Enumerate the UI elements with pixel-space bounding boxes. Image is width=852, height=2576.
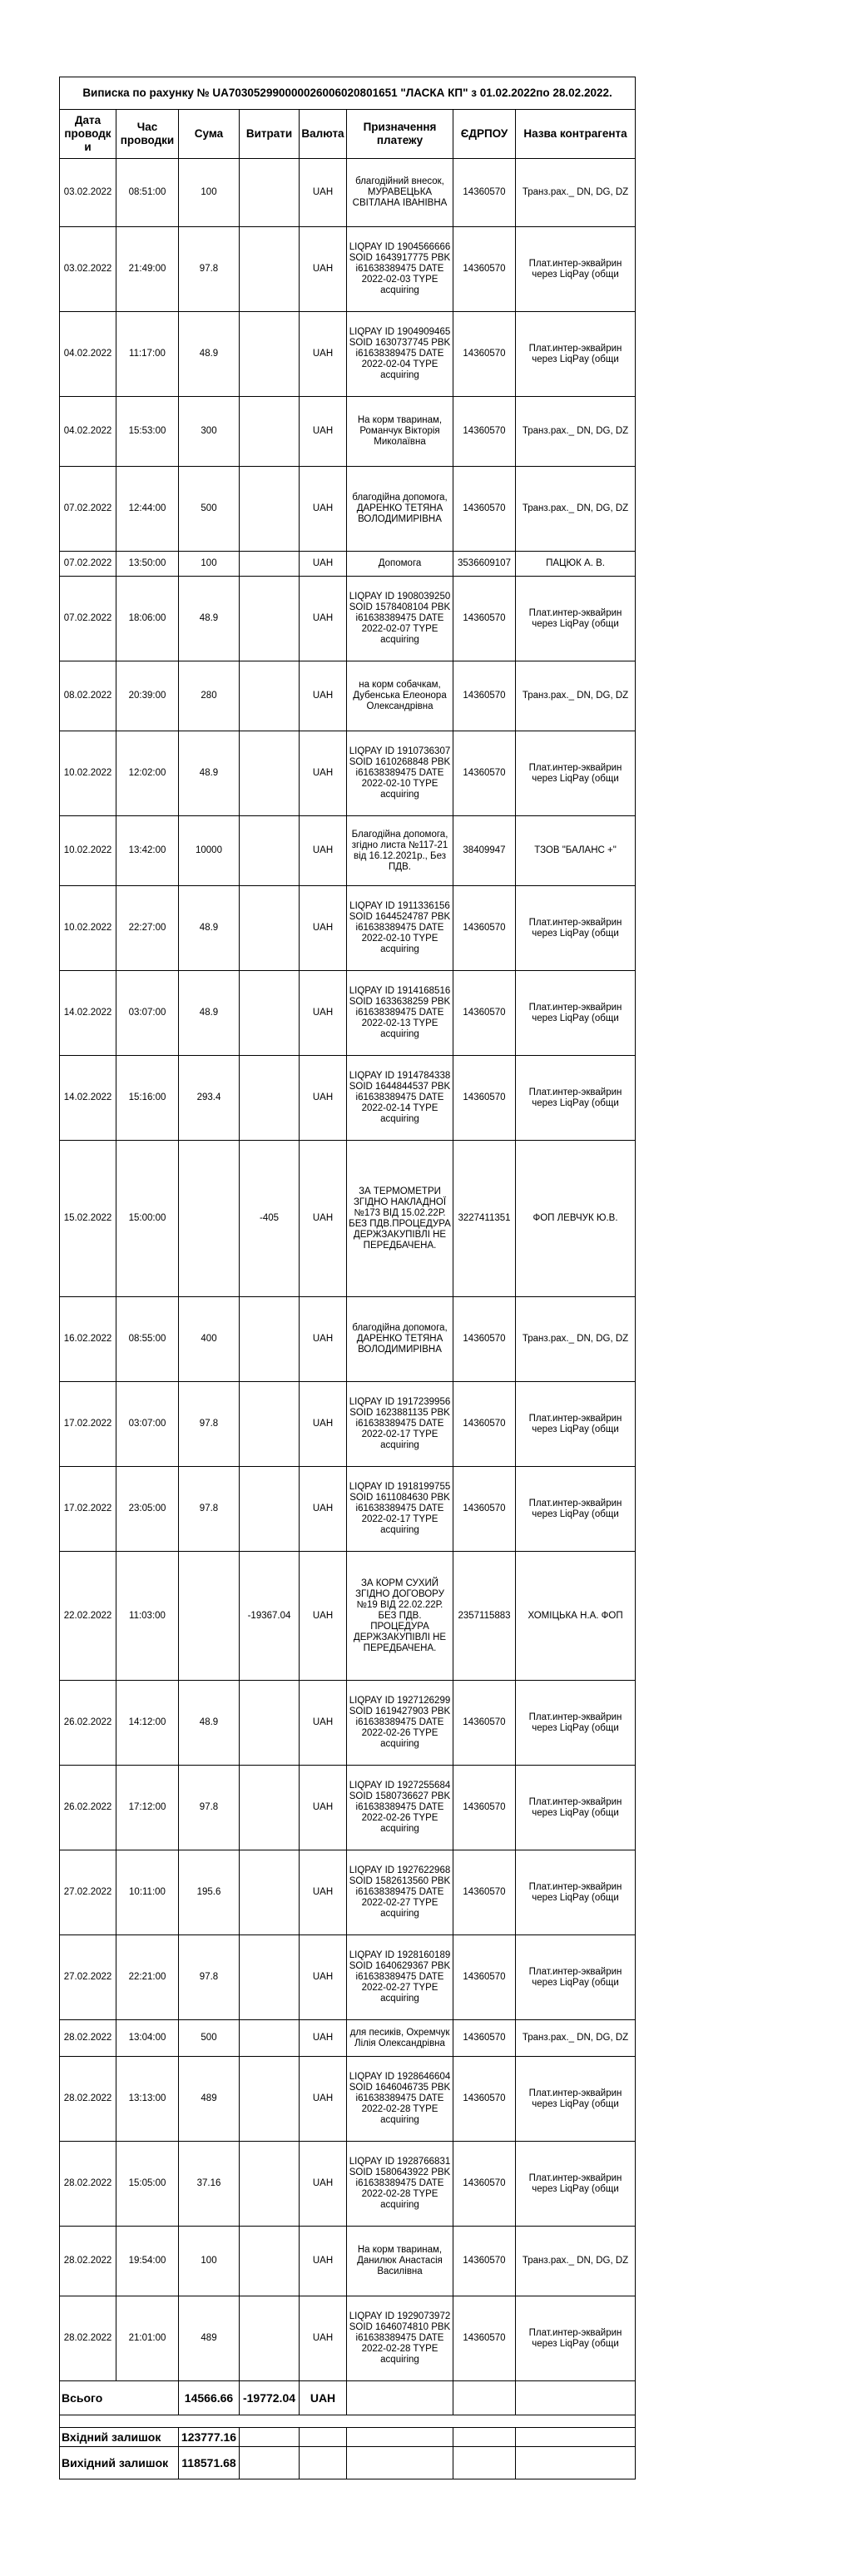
table-row [60, 1935, 636, 2020]
table-row [60, 1850, 636, 1935]
cell-date: 15.02.2022 [60, 1141, 116, 1297]
cell-purpose: LIQPAY ID 1908039250 SOID 1578408104 PBK i6163838947​5 DATE 2022-02-07 TYPE acquiring [347, 577, 453, 661]
cell-counterparty: Плат.интер-эквайрин через LiqPay (общи [516, 1850, 636, 1935]
totals-row [60, 2381, 636, 2415]
cell-sum [179, 1141, 240, 1297]
cell-currency: UAH [300, 2057, 347, 2142]
cell-currency: UAH [300, 1935, 347, 2020]
cell-purpose: LIQPAY ID 1918199755 SOID 1611084630 PBK i6163838947​5 DATE 2022-02-17 TYPE acquiring [347, 1467, 453, 1552]
cell-currency: UAH [300, 1681, 347, 1766]
cell-edrpou: 14360570 [453, 1467, 516, 1552]
cell-edrpou: 2357115883 [453, 1552, 516, 1681]
cell-expense [240, 1467, 300, 1552]
cell-edrpou: 14360570 [453, 661, 516, 731]
cell-purpose: LIQPAY ID 1927255684 SOID 1580736627 PBK i6163838947​5 DATE 2022-02-26 TYPE acquiring [347, 1766, 453, 1850]
cell-time: 10:11:00 [116, 1850, 179, 1935]
cell-time: 13:13:00 [116, 2057, 179, 2142]
cell-edrpou: 14360570 [453, 1935, 516, 2020]
table-row [60, 1382, 636, 1467]
totals-expense: -19772.04 [240, 2381, 300, 2415]
cell-time: 03:07:00 [116, 971, 179, 1056]
cell-sum: 10000 [179, 816, 240, 886]
cell-time: 15:00:00 [116, 1141, 179, 1297]
cell-expense [240, 1297, 300, 1382]
cell-time: 20:39:00 [116, 661, 179, 731]
cell-sum: 100 [179, 2227, 240, 2296]
cell-purpose: LIQPAY ID 1911336156 SOID 1644524787 PBK i6163838947​5 DATE 2022-02-10 TYPE acquiring [347, 886, 453, 971]
cell-purpose: для песиків, Охремчук Лілія Олександрівна [347, 2020, 453, 2057]
totals-label: Всього [60, 2381, 179, 2415]
cell-counterparty: Плат.интер-эквайрин через LiqPay (общи [516, 1056, 636, 1141]
cell-expense [240, 2020, 300, 2057]
table-row [60, 886, 636, 971]
closing-balance-value: 118571.68 [179, 2447, 240, 2479]
cell-edrpou: 14360570 [453, 577, 516, 661]
cell-edrpou: 14360570 [453, 2227, 516, 2296]
cell-currency: UAH [300, 1297, 347, 1382]
cell-edrpou: 14360570 [453, 1382, 516, 1467]
cell-currency: UAH [300, 661, 347, 731]
cell-time: 13:50:00 [116, 552, 179, 577]
cell-sum: 48.9 [179, 577, 240, 661]
cell-purpose: благодійна допомога, ДАРЕНКО ТЕТЯНА ВОЛОДИМИРІВНА [347, 467, 453, 552]
header-row [60, 110, 636, 159]
cell-counterparty: Плат.интер-эквайрин через LiqPay (общи [516, 731, 636, 816]
cell-expense [240, 1382, 300, 1467]
cell-date: 26.02.2022 [60, 1681, 116, 1766]
cell-date: 04.02.2022 [60, 312, 116, 397]
cell-expense [240, 886, 300, 971]
cell-currency: UAH [300, 1141, 347, 1297]
closing-balance-label: Вихідний залишок [60, 2447, 179, 2479]
opening-balance-label: Вхідний залишок [60, 2428, 179, 2447]
cell-currency: UAH [300, 552, 347, 577]
table-row [60, 1141, 636, 1297]
cell-sum: 195.6 [179, 1850, 240, 1935]
cell-edrpou: 14360570 [453, 1766, 516, 1850]
cell-sum: 48.9 [179, 312, 240, 397]
cell-edrpou: 14360570 [453, 1850, 516, 1935]
cell-counterparty: Плат.интер-эквайрин через LiqPay (общи [516, 1467, 636, 1552]
table-row [60, 1056, 636, 1141]
cell-time: 15:53:00 [116, 397, 179, 467]
cell-counterparty: Транз.рах._ DN, DG, DZ [516, 2020, 636, 2057]
col-header-expense: Витрати [240, 110, 300, 159]
cell-counterparty: Транз.рах._ DN, DG, DZ [516, 467, 636, 552]
cell-currency: UAH [300, 1766, 347, 1850]
cell-purpose: Благодійна допомога, згідно листа №117-21 від 16.12.2021р., Без ПДВ. [347, 816, 453, 886]
cell-counterparty: Плат.интер-эквайрин через LiqPay (общи [516, 2296, 636, 2381]
cell-time: 12:02:00 [116, 731, 179, 816]
cell-date: 10.02.2022 [60, 886, 116, 971]
opening-balance-value: 123777.16 [179, 2428, 240, 2447]
cell-time: 21:01:00 [116, 2296, 179, 2381]
cell-time: 22:21:00 [116, 1935, 179, 2020]
cell-currency: UAH [300, 577, 347, 661]
cell-purpose: на корм собачкам, Дубенська Елеонора Олександрівна [347, 661, 453, 731]
cell-expense [240, 816, 300, 886]
table-row [60, 397, 636, 467]
cell-sum: 97.8 [179, 227, 240, 312]
cell-time: 11:03:00 [116, 1552, 179, 1681]
cell-counterparty: Транз.рах._ DN, DG, DZ [516, 159, 636, 227]
cell-time: 22:27:00 [116, 886, 179, 971]
cell-date: 27.02.2022 [60, 1850, 116, 1935]
cell-sum: 48.9 [179, 1681, 240, 1766]
cell-expense [240, 661, 300, 731]
cell-date: 04.02.2022 [60, 397, 116, 467]
cell-purpose: LIQPAY ID 1928646604 SOID 1646046735 PBK i6163838947​5 DATE 2022-02-28 TYPE acquiring [347, 2057, 453, 2142]
cell-date: 28.02.2022 [60, 2020, 116, 2057]
cell-time: 18:06:00 [116, 577, 179, 661]
cell-sum: 500 [179, 467, 240, 552]
cell-expense [240, 467, 300, 552]
cell-edrpou: 14360570 [453, 227, 516, 312]
cell-edrpou: 14360570 [453, 312, 516, 397]
cell-edrpou: 14360570 [453, 2142, 516, 2227]
cell-expense [240, 2057, 300, 2142]
cell-expense [240, 397, 300, 467]
cell-time: 17:12:00 [116, 1766, 179, 1850]
cell-time: 08:51:00 [116, 159, 179, 227]
cell-purpose: На корм тваринам, Романчук Вікторія Миколаївна [347, 397, 453, 467]
cell-purpose: LIQPAY ID 1929073972 SOID 1646074810 PBK i6163838947​5 DATE 2022-02-28 TYPE acquiring [347, 2296, 453, 2381]
statement-title: Виписка по рахунку № UA703052990000026006020801651 "ЛАСКА КП" з 01.02.2022по 28.02.2022. [60, 77, 636, 110]
cell-counterparty: Плат.интер-эквайрин через LiqPay (общи [516, 1382, 636, 1467]
cell-edrpou: 14360570 [453, 1056, 516, 1141]
cell-expense [240, 971, 300, 1056]
table-row [60, 159, 636, 227]
cell-sum [179, 1552, 240, 1681]
table-row [60, 2142, 636, 2227]
cell-counterparty: Транз.рах._ DN, DG, DZ [516, 397, 636, 467]
table-row [60, 2057, 636, 2142]
cell-purpose: LIQPAY ID 1927622968 SOID 1582613560 PBK i6163838947​5 DATE 2022-02-27 TYPE acquiring [347, 1850, 453, 1935]
cell-counterparty: ХОМІЦЬКА Н.А. ФОП [516, 1552, 636, 1681]
cell-time: 15:16:00 [116, 1056, 179, 1141]
cell-expense [240, 2227, 300, 2296]
table-row [60, 1681, 636, 1766]
cell-expense [240, 552, 300, 577]
totals-sum: 14566.66 [179, 2381, 240, 2415]
cell-expense [240, 2142, 300, 2227]
table-row [60, 577, 636, 661]
col-header-edrpou: ЄДРПОУ [453, 110, 516, 159]
table-row [60, 467, 636, 552]
cell-date: 28.02.2022 [60, 2057, 116, 2142]
cell-currency: UAH [300, 1382, 347, 1467]
cell-sum: 97.8 [179, 1382, 240, 1467]
cell-currency: UAH [300, 1552, 347, 1681]
cell-date: 07.02.2022 [60, 467, 116, 552]
cell-purpose: На корм тваринам, Данилюк Анастасія Василівна [347, 2227, 453, 2296]
cell-purpose: LIQPAY ID 1927126299 SOID 1619427903 PBK i6163838947​5 DATE 2022-02-26 TYPE acquiring [347, 1681, 453, 1766]
cell-sum: 37.16 [179, 2142, 240, 2227]
table-row [60, 1297, 636, 1382]
cell-currency: UAH [300, 2227, 347, 2296]
col-header-purpose: Призначення платежу [347, 110, 453, 159]
totals-currency: UAH [300, 2381, 347, 2415]
cell-time: 03:07:00 [116, 1382, 179, 1467]
col-header-currency: Валюта [300, 110, 347, 159]
cell-currency: UAH [300, 731, 347, 816]
cell-purpose: ЗА ТЕРМОМЕТРИ ЗГІДНО НАКЛАДНОЇ №173 ВІД 15.02.22Р. БЕЗ ПДВ.ПРОЦЕДУРА ДЕРЖЗАКУПІВЛІ НЕ ПЕРЕДБАЧЕНА. [347, 1141, 453, 1297]
cell-edrpou: 14360570 [453, 397, 516, 467]
cell-sum: 100 [179, 552, 240, 577]
table-row [60, 227, 636, 312]
cell-purpose: LIQPAY ID 1928160189 SOID 1640629367 PBK i6163838947​5 DATE 2022-02-27 TYPE acquiring [347, 1935, 453, 2020]
cell-sum: 293.4 [179, 1056, 240, 1141]
cell-purpose: LIQPAY ID 1928766831 SOID 1580643922 PBK i6163838947​5 DATE 2022-02-28 TYPE acquiring [347, 2142, 453, 2227]
table-row [60, 1552, 636, 1681]
cell-edrpou: 14360570 [453, 1297, 516, 1382]
cell-time: 23:05:00 [116, 1467, 179, 1552]
table-row [60, 552, 636, 577]
cell-date: 14.02.2022 [60, 1056, 116, 1141]
cell-purpose: LIQPAY ID 1914168516 SOID 1633638259 PBK i6163838947​5 DATE 2022-02-13 TYPE acquiring [347, 971, 453, 1056]
cell-sum: 48.9 [179, 731, 240, 816]
cell-time: 08:55:00 [116, 1297, 179, 1382]
cell-currency: UAH [300, 886, 347, 971]
cell-currency: UAH [300, 2296, 347, 2381]
cell-sum: 280 [179, 661, 240, 731]
cell-expense [240, 1766, 300, 1850]
cell-date: 28.02.2022 [60, 2142, 116, 2227]
cell-currency: UAH [300, 227, 347, 312]
cell-counterparty: Транз.рах._ DN, DG, DZ [516, 1297, 636, 1382]
cell-expense [240, 1681, 300, 1766]
cell-currency: UAH [300, 1056, 347, 1141]
cell-sum: 500 [179, 2020, 240, 2057]
cell-expense [240, 227, 300, 312]
col-header-date: Дата проводки [60, 110, 116, 159]
spacer-row [60, 2415, 636, 2428]
cell-edrpou: 14360570 [453, 2020, 516, 2057]
cell-counterparty: Плат.интер-эквайрин через LiqPay (общи [516, 312, 636, 397]
cell-currency: UAH [300, 397, 347, 467]
cell-time: 19:54:00 [116, 2227, 179, 2296]
cell-currency: UAH [300, 312, 347, 397]
cell-date: 17.02.2022 [60, 1467, 116, 1552]
cell-sum: 100 [179, 159, 240, 227]
cell-time: 21:49:00 [116, 227, 179, 312]
cell-sum: 489 [179, 2057, 240, 2142]
table-row [60, 1766, 636, 1850]
cell-date: 10.02.2022 [60, 731, 116, 816]
cell-time: 12:44:00 [116, 467, 179, 552]
cell-expense [240, 1850, 300, 1935]
cell-date: 03.02.2022 [60, 227, 116, 312]
cell-date: 16.02.2022 [60, 1297, 116, 1382]
table-row [60, 2020, 636, 2057]
cell-edrpou: 3227411351 [453, 1141, 516, 1297]
cell-sum: 400 [179, 1297, 240, 1382]
cell-counterparty: ТЗОВ "БАЛАНС +" [516, 816, 636, 886]
cell-edrpou: 14360570 [453, 1681, 516, 1766]
table-row [60, 2227, 636, 2296]
cell-date: 17.02.2022 [60, 1382, 116, 1467]
cell-edrpou: 14360570 [453, 467, 516, 552]
cell-expense [240, 159, 300, 227]
cell-counterparty: Плат.интер-эквайрин через LiqPay (общи [516, 886, 636, 971]
cell-date: 10.02.2022 [60, 816, 116, 886]
cell-sum: 489 [179, 2296, 240, 2381]
cell-edrpou: 14360570 [453, 886, 516, 971]
cell-expense: -405 [240, 1141, 300, 1297]
table-row [60, 661, 636, 731]
cell-purpose: LIQPAY ID 1914784338 SOID 1644844537 PBK i6163838947​5 DATE 2022-02-14 TYPE acquiring [347, 1056, 453, 1141]
cell-currency: UAH [300, 971, 347, 1056]
cell-time: 14:12:00 [116, 1681, 179, 1766]
cell-currency: UAH [300, 2020, 347, 2057]
cell-counterparty: Плат.интер-эквайрин через LiqPay (общи [516, 577, 636, 661]
cell-date: 07.02.2022 [60, 577, 116, 661]
cell-purpose: благодійна допомога, ДАРЕНКО ТЕТЯНА ВОЛОДИМИРІВНА [347, 1297, 453, 1382]
cell-date: 07.02.2022 [60, 552, 116, 577]
closing-balance-row [60, 2447, 636, 2479]
cell-edrpou: 14360570 [453, 731, 516, 816]
cell-date: 22.02.2022 [60, 1552, 116, 1681]
cell-sum: 97.8 [179, 1766, 240, 1850]
cell-counterparty: Плат.интер-эквайрин через LiqPay (общи [516, 1935, 636, 2020]
cell-purpose: LIQPAY ID 1904909465 SOID 1630737745 PBK i6163838947​5 DATE 2022-02-04 TYPE acquiring [347, 312, 453, 397]
cell-currency: UAH [300, 816, 347, 886]
table-row [60, 971, 636, 1056]
col-header-time: Час проводки [116, 110, 179, 159]
cell-counterparty: ФОП ЛЕВЧУК Ю.В. [516, 1141, 636, 1297]
cell-currency: UAH [300, 1467, 347, 1552]
cell-date: 08.02.2022 [60, 661, 116, 731]
cell-date: 28.02.2022 [60, 2296, 116, 2381]
col-header-counterparty: Назва контрагента [516, 110, 636, 159]
cell-counterparty: Плат.интер-эквайрин через LiqPay (общи [516, 2142, 636, 2227]
cell-expense: -19367.04 [240, 1552, 300, 1681]
cell-counterparty: Транз.рах._ DN, DG, DZ [516, 2227, 636, 2296]
cell-date: 27.02.2022 [60, 1935, 116, 2020]
cell-edrpou: 14360570 [453, 971, 516, 1056]
cell-currency: UAH [300, 1850, 347, 1935]
cell-time: 15:05:00 [116, 2142, 179, 2227]
cell-counterparty: Плат.интер-эквайрин через LiqPay (общи [516, 1681, 636, 1766]
cell-currency: UAH [300, 159, 347, 227]
cell-time: 13:42:00 [116, 816, 179, 886]
cell-sum: 97.8 [179, 1935, 240, 2020]
cell-date: 03.02.2022 [60, 159, 116, 227]
cell-counterparty: Транз.рах._ DN, DG, DZ [516, 661, 636, 731]
cell-currency: UAH [300, 467, 347, 552]
cell-edrpou: 38409947 [453, 816, 516, 886]
cell-date: 14.02.2022 [60, 971, 116, 1056]
table-row [60, 1467, 636, 1552]
cell-sum: 48.9 [179, 886, 240, 971]
cell-purpose: Допомога [347, 552, 453, 577]
statement-sheet [59, 77, 635, 2479]
table-row [60, 312, 636, 397]
cell-sum: 48.9 [179, 971, 240, 1056]
statement-table [59, 77, 636, 2479]
cell-purpose: ЗА КОРМ СУХИЙ ЗГІДНО ДОГОВОРУ №19 ВІД 22.02.22Р. БЕЗ ПДВ. ПРОЦЕДУРА ДЕРЖЗАКУПІВЛІ НЕ ПЕРЕДБАЧЕНА. [347, 1552, 453, 1681]
cell-counterparty: Плат.интер-эквайрин через LiqPay (общи [516, 227, 636, 312]
table-row [60, 2296, 636, 2381]
cell-date: 26.02.2022 [60, 1766, 116, 1850]
cell-currency: UAH [300, 2142, 347, 2227]
table-row [60, 731, 636, 816]
cell-edrpou: 14360570 [453, 2296, 516, 2381]
cell-expense [240, 1935, 300, 2020]
cell-counterparty: ПАЦЮК А. В. [516, 552, 636, 577]
cell-counterparty: Плат.интер-эквайрин через LiqPay (общи [516, 971, 636, 1056]
cell-expense [240, 731, 300, 816]
cell-counterparty: Плат.интер-эквайрин через LiqPay (общи [516, 1766, 636, 1850]
cell-edrpou: 3536609107 [453, 552, 516, 577]
cell-expense [240, 1056, 300, 1141]
opening-balance-row [60, 2428, 636, 2447]
cell-expense [240, 2296, 300, 2381]
cell-date: 28.02.2022 [60, 2227, 116, 2296]
cell-expense [240, 577, 300, 661]
cell-edrpou: 14360570 [453, 2057, 516, 2142]
cell-purpose: LIQPAY ID 1904566666 SOID 1643917775 PBK i6163838947​5 DATE 2022-02-03 TYPE acquiring [347, 227, 453, 312]
cell-counterparty: Плат.интер-эквайрин через LiqPay (общи [516, 2057, 636, 2142]
table-row [60, 816, 636, 886]
cell-sum: 97.8 [179, 1467, 240, 1552]
cell-time: 11:17:00 [116, 312, 179, 397]
cell-purpose: благодійний внесок, МУРАВЕЦЬКА СВІТЛАНА ІВАНІВНА [347, 159, 453, 227]
cell-expense [240, 312, 300, 397]
cell-sum: 300 [179, 397, 240, 467]
cell-edrpou: 14360570 [453, 159, 516, 227]
cell-purpose: LIQPAY ID 1917239956 SOID 1623881135 PBK i6163838947​5 DATE 2022-02-17 TYPE acquiring [347, 1382, 453, 1467]
cell-time: 13:04:00 [116, 2020, 179, 2057]
cell-purpose: LIQPAY ID 1910736307 SOID 1610268848 PBK i6163838947​5 DATE 2022-02-10 TYPE acquiring [347, 731, 453, 816]
col-header-sum: Сума [179, 110, 240, 159]
